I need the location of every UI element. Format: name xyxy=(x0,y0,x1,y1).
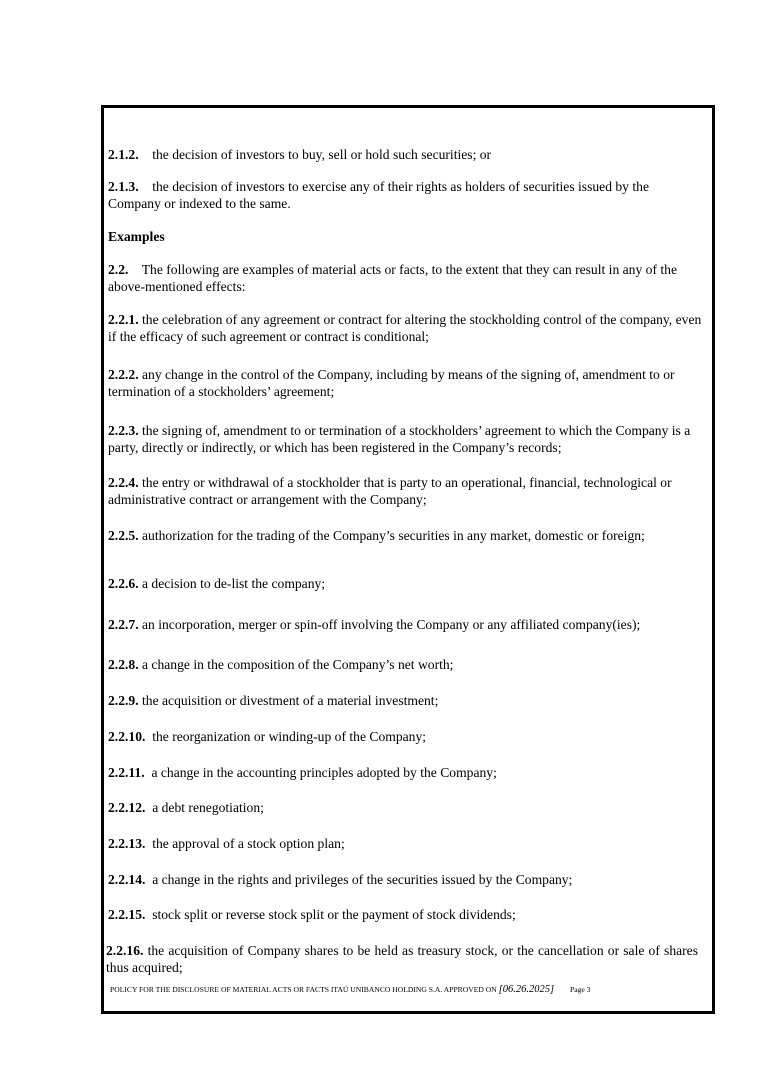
clause-number: 2.2.9. xyxy=(108,693,139,708)
clause-text: stock split or reverse stock split or the payment of stock dividends; xyxy=(152,907,516,922)
clause-text: authorization for the trading of the Company’s securities in any market, domestic or foreign; xyxy=(142,528,645,543)
clause-number: 2.2.13. xyxy=(108,836,146,851)
clause-number: 2.2.3. xyxy=(108,423,139,438)
clause-2-2 xyxy=(108,261,704,295)
clause-2-2-15 xyxy=(108,906,704,923)
clause-2-2-1 xyxy=(108,311,704,345)
clause-text: any change in the control of the Company, including by means of the signing of, amendment to or termination of a stockholders’ agreement; xyxy=(108,367,675,399)
clause-number: 2.2. xyxy=(108,262,129,277)
footer-approval-date: [06.26.2025] xyxy=(498,984,555,995)
clause-number: 2.2.1. xyxy=(108,312,139,327)
clause-text: the celebration of any agreement or contract for altering the stockholding control of the company, even if the efficacy of such agreement or contract is conditional; xyxy=(108,312,702,344)
page-footer xyxy=(110,985,710,995)
clause-text: a change in the accounting principles adopted by the Company; xyxy=(151,765,497,780)
clause-2-2-13 xyxy=(108,835,704,852)
clause-2-2-6 xyxy=(108,575,704,592)
clause-2-2-12 xyxy=(108,799,704,816)
clause-2-2-16 xyxy=(106,942,698,976)
clause-text: an incorporation, merger or spin-off involving the Company or any affiliated company(ies); xyxy=(142,617,641,632)
clause-2-2-7 xyxy=(108,616,704,633)
clause-text: the entry or withdrawal of a stockholder that is party to an operational, financial, technological or administrative contract or arrangement with the Company; xyxy=(108,475,672,507)
clause-2-2-10 xyxy=(108,728,704,745)
clause-text: a debt renegotiation; xyxy=(152,800,264,815)
clause-text: a change in the rights and privileges of the securities issued by the Company; xyxy=(152,872,573,887)
clause-2-2-4 xyxy=(108,474,704,508)
clause-2-2-2 xyxy=(108,366,704,400)
clause-number: 2.2.11. xyxy=(108,765,145,780)
clause-2-2-5 xyxy=(108,527,704,544)
clause-text: the acquisition of Company shares to be held as treasury stock, or the cancellation or sale of shares thus acquired; xyxy=(106,943,699,975)
clause-number: 2.1.2. xyxy=(108,147,139,162)
clause-number: 2.2.6. xyxy=(108,576,139,591)
clause-number: 2.2.2. xyxy=(108,367,139,382)
clause-2-2-9 xyxy=(108,692,704,709)
clause-2-2-3 xyxy=(108,422,704,456)
clause-number: 2.1.3. xyxy=(108,179,139,194)
footer-text: POLICY FOR THE DISCLOSURE OF MATERIAL ACTS OR FACTS ITAÚ UNIBANCO HOLDING S.A. APPROVED ON xyxy=(110,985,497,994)
clause-number: 2.2.5. xyxy=(108,528,139,543)
clause-2-1-2 xyxy=(108,146,704,163)
examples-heading: Examples xyxy=(108,229,165,244)
clause-text: the approval of a stock option plan; xyxy=(152,836,345,851)
clause-2-1-3 xyxy=(108,178,704,212)
clause-2-2-11 xyxy=(108,764,704,781)
clause-number: 2.2.8. xyxy=(108,657,139,672)
clause-number: 2.2.14. xyxy=(108,872,146,887)
clause-text: the signing of, amendment to or termination of a stockholders’ agreement to which the Company is a party, directly or indirectly, or which has been registered in the Company’s records; xyxy=(108,423,691,455)
clause-number: 2.2.16. xyxy=(106,943,144,958)
clause-text: the decision of investors to exercise any of their rights as holders of securities issued by the Company or indexed to the same. xyxy=(108,179,649,211)
clause-2-2-8 xyxy=(108,656,704,673)
clause-2-2-14 xyxy=(108,871,704,888)
clause-text: a change in the composition of the Company’s net worth; xyxy=(142,657,454,672)
clause-number: 2.2.7. xyxy=(108,617,139,632)
clause-number: 2.2.12. xyxy=(108,800,146,815)
clause-text: the reorganization or winding-up of the Company; xyxy=(152,729,427,744)
clause-text: a decision to de-list the company; xyxy=(142,576,326,591)
clause-number: 2.2.10. xyxy=(108,729,146,744)
clause-number: 2.2.15. xyxy=(108,907,146,922)
clause-number: 2.2.4. xyxy=(108,475,139,490)
clause-text: the acquisition or divestment of a material investment; xyxy=(142,693,439,708)
clause-text: the decision of investors to buy, sell or hold such securities; or xyxy=(152,147,492,162)
page-number: Page 3 xyxy=(569,985,591,994)
clause-text: The following are examples of material acts or facts, to the extent that they can result in any of the above-mentioned effects: xyxy=(108,262,677,294)
